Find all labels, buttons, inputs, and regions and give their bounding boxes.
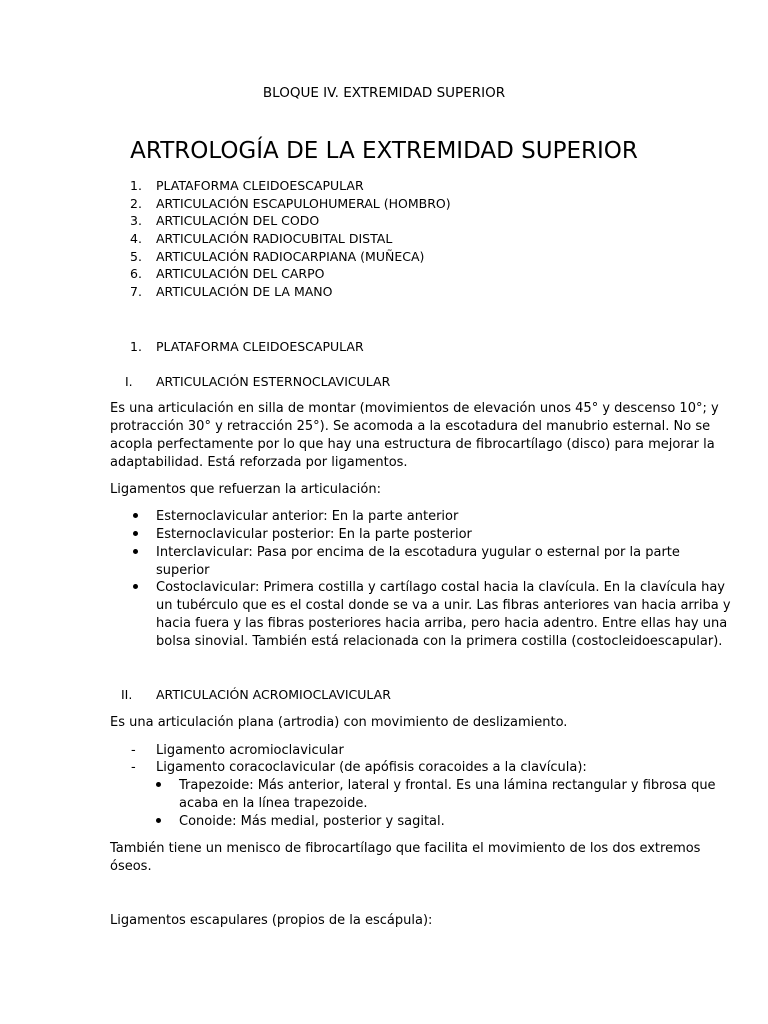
page-title: ARTROLOGÍA DE LA EXTREMIDAD SUPERIOR [130, 138, 638, 164]
list-item-continuation: bolsa sinovial. También está relacionada con la primera costilla (costocleidoescapular). [156, 634, 723, 649]
list-item: Esternoclavicular posterior: En la parte posterior [156, 527, 472, 542]
paragraph-line: acopla perfectamente por lo que hay una estructura de fibrocartílago (disco) para mejorar la [110, 437, 715, 452]
list-item-continuation: superior [156, 563, 210, 578]
toc-item-5: ARTICULACIÓN RADIOCARPIANA (MUÑECA) [156, 249, 425, 264]
list-item-continuation: acaba en la línea trapezoide. [179, 796, 368, 811]
toc-item-2: ARTICULACIÓN ESCAPULOHUMERAL (HOMBRO) [156, 196, 451, 211]
bullet-icon [156, 818, 161, 823]
list-item: Ligamento acromioclavicular [156, 743, 344, 758]
list-item: Interclavicular: Pasa por encima de la escotadura yugular o esternal por la parte [156, 545, 680, 560]
list-item: Costoclavicular: Primera costilla y cartílago costal hacia la clavícula. En la clavícula hay [156, 580, 726, 595]
toc-item-2-number: 2. [130, 196, 142, 211]
paragraph-line: protracción 30° y retracción 25°). Se acomoda a la escotadura del manubrio esternal. No se [110, 419, 711, 434]
toc-item-7-number: 7. [130, 284, 142, 299]
list-item: Ligamento coracoclavicular (de apófisis coracoides a la clavícula): [156, 760, 587, 775]
subsection-heading: ARTICULACIÓN ACROMIOCLAVICULAR [156, 687, 391, 702]
block-title: BLOQUE IV. EXTREMIDAD SUPERIOR [262, 85, 506, 101]
bullet-icon [133, 549, 138, 554]
list-item-continuation: hacia fuera y las fibras posteriores hacia arriba, pero hacia adentro. Entre ellas hay una [156, 616, 728, 631]
paragraph-line: También tiene un menisco de fibrocartílago que facilita el movimiento de los dos extremos [110, 841, 701, 856]
list-item: Esternoclavicular anterior: En la parte anterior [156, 509, 459, 524]
list-item-continuation: un tubérculo que es el costal donde se va a unir. Las fibras anteriores van hacia arriba y [156, 598, 731, 613]
ligaments-intro: Ligamentos que refuerzan la articulación: [110, 482, 381, 497]
toc-item-5-number: 5. [130, 249, 142, 264]
subsection-number: I. [125, 374, 133, 389]
toc-item-3: ARTICULACIÓN DEL CODO [156, 213, 320, 228]
section-number: 1. [130, 339, 142, 354]
paragraph-line: Es una articulación plana (artrodia) con movimiento de deslizamiento. [110, 715, 568, 730]
list-item: Conoide: Más medial, posterior y sagital. [179, 814, 445, 829]
subsection-number: II. [121, 687, 133, 702]
toc-item-1: PLATAFORMA CLEIDOESCAPULAR [156, 178, 364, 193]
paragraph-line: Ligamentos escapulares (propios de la escápula): [110, 913, 433, 928]
bullet-icon [133, 513, 138, 518]
toc-item-4-number: 4. [130, 231, 142, 246]
toc-item-6: ARTICULACIÓN DEL CARPO [156, 266, 325, 281]
dash-icon: - [131, 743, 136, 758]
toc-item-1-number: 1. [130, 178, 142, 193]
toc-item-7: ARTICULACIÓN DE LA MANO [156, 284, 333, 299]
paragraph-line: óseos. [110, 859, 152, 874]
toc-item-6-number: 6. [130, 266, 142, 281]
paragraph-line: Es una articulación en silla de montar (movimientos de elevación unos 45° y descenso 10°; y [110, 401, 719, 416]
paragraph-line: adaptabilidad. Está reforzada por ligamentos. [110, 455, 408, 470]
subsection-heading: ARTICULACIÓN ESTERNOCLAVICULAR [156, 374, 391, 389]
bullet-icon [133, 531, 138, 536]
bullet-icon [133, 584, 138, 589]
list-item: Trapezoide: Más anterior, lateral y frontal. Es una lámina rectangular y fibrosa que [179, 778, 716, 793]
section-heading: PLATAFORMA CLEIDOESCAPULAR [156, 339, 364, 354]
dash-icon: - [131, 760, 136, 775]
toc-item-4: ARTICULACIÓN RADIOCUBITAL DISTAL [156, 231, 393, 246]
toc-item-3-number: 3. [130, 213, 142, 228]
bullet-icon [156, 782, 161, 787]
